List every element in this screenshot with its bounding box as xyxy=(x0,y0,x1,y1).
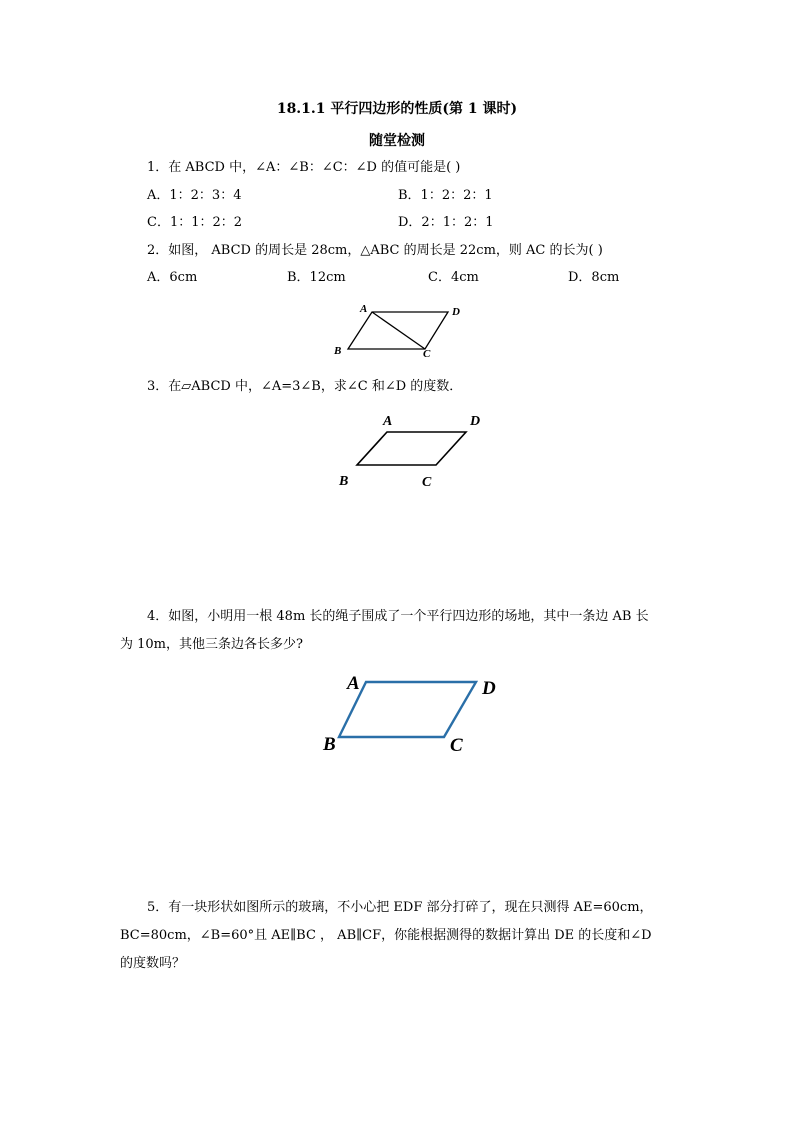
q4-stem-line1: 4．如图，小明用一根 48m 长的绳子围成了一个平行四边形的场地，其中一条边 AB 长 xyxy=(147,609,649,624)
q3-label-b: B xyxy=(339,474,349,489)
q2-option-a: A．6cm xyxy=(147,270,198,285)
q5-stem-line1: 5．有一块形状如图所示的玻璃，不小心把 EDF 部分打碎了，现在只测得 AE=60cm， xyxy=(147,900,653,915)
q4-label-d: D xyxy=(482,678,496,699)
q3-label-d: D xyxy=(470,414,481,429)
q3-label-a: A xyxy=(383,414,393,429)
q1-option-b: B．1：2：2：1 xyxy=(398,188,493,203)
q1-option-c: C．1：1：2：2 xyxy=(147,215,243,230)
q3-stem: 3．在▱ABCD 中，∠A=3∠B，求∠C 和∠D 的度数． xyxy=(147,379,463,394)
q2-stem: 2．如图， ABCD 的周长是 28cm，△ABC 的周长是 22cm，则 AC 的长为( ) xyxy=(147,243,603,258)
q4-label-a: A xyxy=(347,673,360,694)
q2-label-d: D xyxy=(452,306,460,318)
q1-option-a: A．1：2：3：4 xyxy=(147,188,242,203)
q2-option-b: B．12cm xyxy=(287,270,346,285)
q3-figure xyxy=(330,405,490,495)
q3-parallelogram xyxy=(357,432,466,465)
q2-label-c: C xyxy=(423,348,431,360)
q2-option-d: D．8cm xyxy=(568,270,620,285)
q1-stem: 1．在 ABCD 中，∠A：∠B：∠C：∠D 的值可能是( ) xyxy=(147,160,461,175)
q2-diagonal-ac xyxy=(372,312,425,349)
page-subtitle: 随堂检测 xyxy=(369,133,425,149)
q4-stem-line2: 为 10m，其他三条边各长多少? xyxy=(120,637,303,652)
q4-label-c: C xyxy=(450,735,463,756)
q2-label-a: A xyxy=(360,303,368,315)
q5-stem-line3: 的度数吗？ xyxy=(120,956,186,971)
q2-label-b: B xyxy=(334,345,342,357)
q2-figure xyxy=(330,298,470,362)
q2-option-c: C．4cm xyxy=(428,270,479,285)
q1-option-d: D．2：1：2：1 xyxy=(398,215,494,230)
q4-figure xyxy=(318,664,508,764)
q4-label-b: B xyxy=(323,734,336,755)
q3-label-c: C xyxy=(422,475,432,490)
q5-stem-line2: BC=80cm，∠B=60°且 AE∥BC ， AB∥CF，你能根据测得的数据计算出 DE 的长度和∠D xyxy=(120,928,652,943)
page-title: 18.1.1 平行四边形的性质(第 1 课时) xyxy=(276,101,518,117)
